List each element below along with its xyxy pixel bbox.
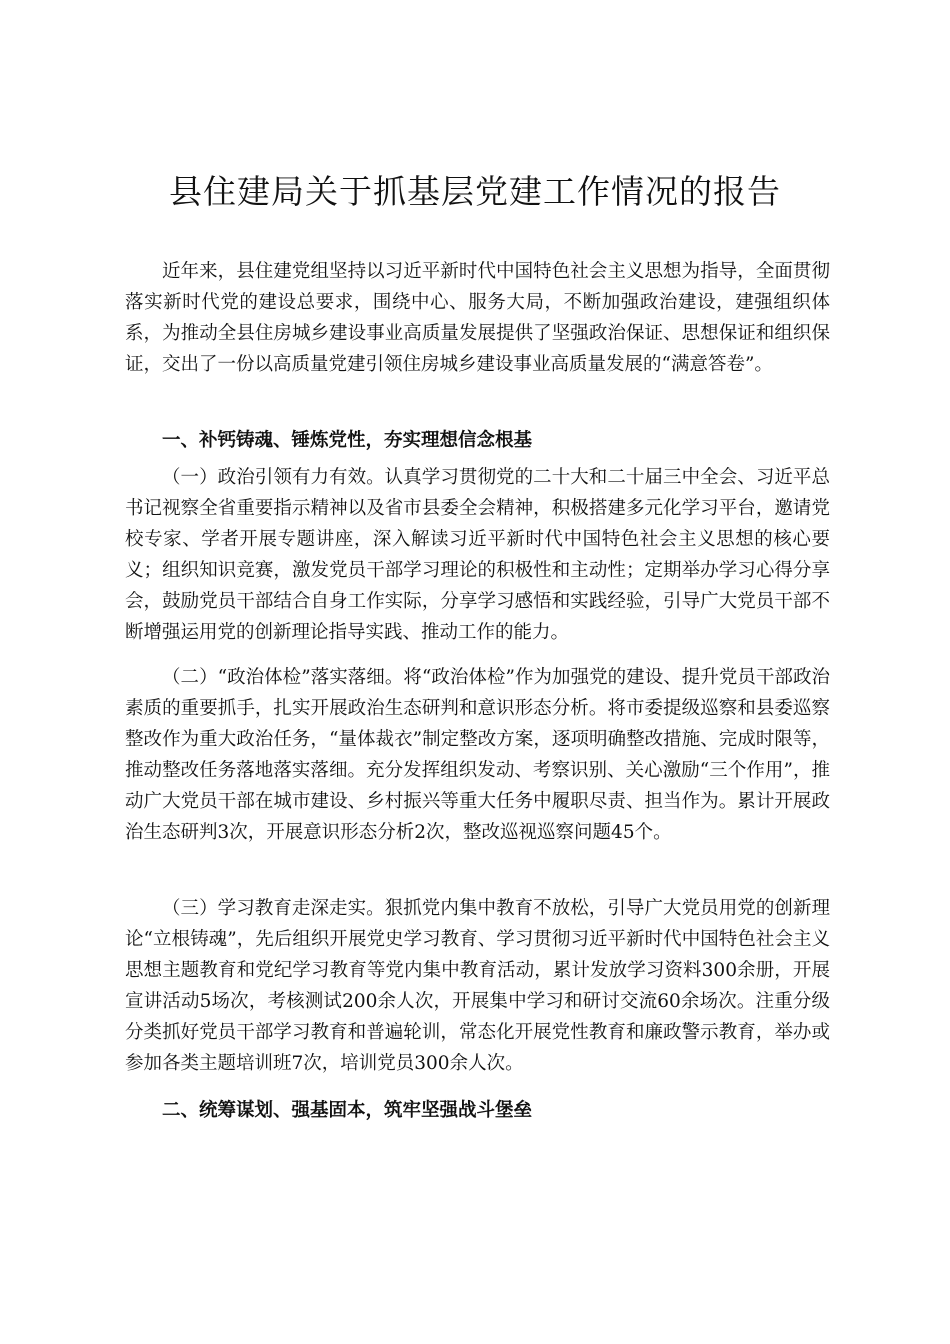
intro-paragraph: 近年来，县住建党组坚持以习近平新时代中国特色社会主义思想为指导，全面贯彻落实新时代党的建设总要求，围绕中心、服务大局，不断加强政治建设，建强组织体系，为推动全县住房城乡建设事业高质量发展提供了坚强政治保证、思想保证和组织保证，交出了一份以高质量党建引领住房城乡建设事业高质量发展的“满意答卷”。 [125, 261, 830, 375]
section-1-paragraph-3: （三）学习教育走深走实。狠抓党内集中教育不放松，引导广大党员用党的创新理论“立根铸魂”，先后组织开展党史学习教育、学习贯彻习近平新时代中国特色社会主义思想主题教育和党纪学习教育等党内集中教育活动，累计发放学习资料300余册，开展宣讲活动5场次，考核测试200余人次，开展集中学习和研讨交流60余场次。注重分级分类抓好党员干部学习教育和普遍轮训，常态化开展党性教育和廉政警示教育，举办或参加各类主题培训班7次，培训党员300余人次。 [125, 898, 830, 1074]
section-1-paragraph-1: （一）政治引领有力有效。认真学习贯彻党的二十大和二十届三中全会、习近平总书记视察全省重要指示精神以及省市县委全会精神，积极搭建多元化学习平台，邀请党校专家、学者开展专题讲座，深入解读习近平新时代中国特色社会主义思想的核心要义；组织知识竞赛，激发党员干部学习理论的积极性和主动性；定期举办学习心得分享会，鼓励党员干部结合自身工作实际，分享学习感悟和实践经验，引导广大党员干部不断增强运用党的创新理论指导实践、推动工作的能力。 [125, 467, 830, 643]
section-heading-2: 二、统筹谋划、强基固本，筑牢坚强战斗堡垒 [162, 1100, 533, 1121]
document-title: 县住建局关于抓基层党建工作情况的报告 [169, 172, 781, 211]
section-1-paragraph-2: （二）“政治体检”落实落细。将“政治体检”作为加强党的建设、提升党员干部政治素质的重要抓手，扎实开展政治生态研判和意识形态分析。将市委提级巡察和县委巡察整改作为重大政治任务，“量体裁衣”制定整改方案，逐项明确整改措施、完成时限等，推动整改任务落地落实落细。充分发挥组织发动、考察识别、关心激励“三个作用”，推动广大党员干部在城市建设、乡村振兴等重大任务中履职尽责、担当作为。累计开展政治生态研判3次，开展意识形态分析2次，整改巡视巡察问题45个。 [125, 667, 830, 843]
section-heading-1: 一、补钙铸魂、锤炼党性，夯实理想信念根基 [162, 430, 533, 451]
